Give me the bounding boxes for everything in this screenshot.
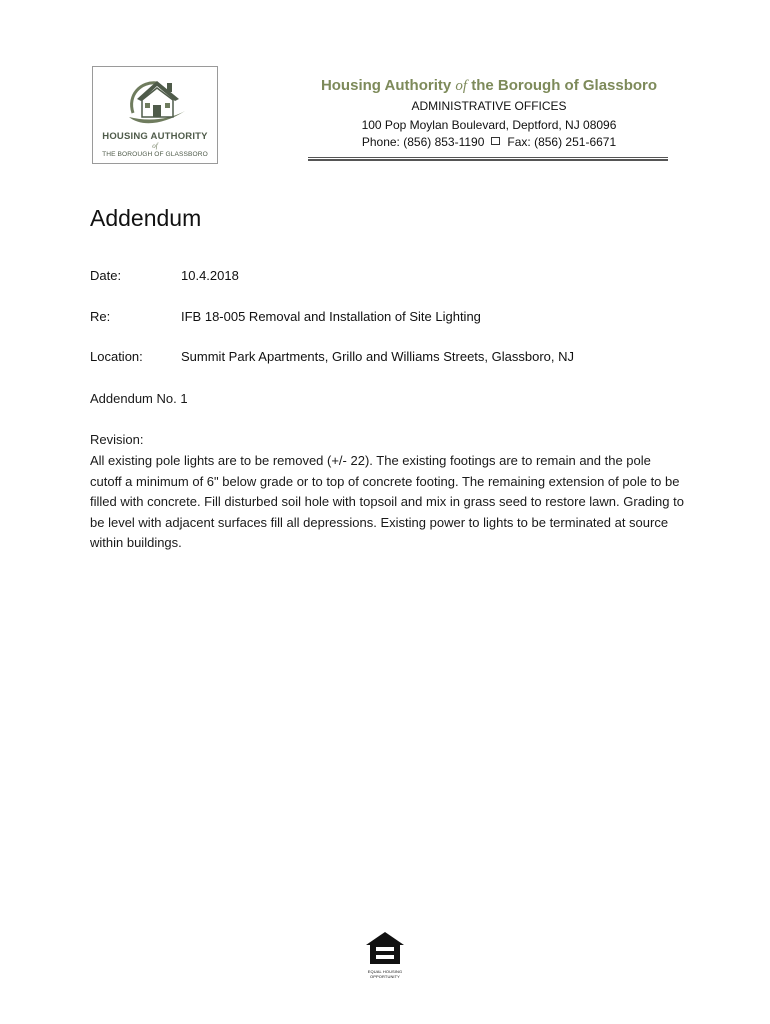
- org-title-part1: Housing Authority: [320, 77, 456, 94]
- location-value: Summit Park Apartments, Grillo and Williams Streets, Glassboro, NJ: [181, 349, 575, 364]
- logo-text-line2: THE BOROUGH OF GLASSBORO: [102, 151, 208, 158]
- header-divider: [308, 157, 668, 161]
- re-value: IFB 18-005 Removal and Installation of Site Lighting: [181, 309, 481, 324]
- re-label: Re:: [90, 309, 111, 324]
- address-line: 100 Pop Moylan Boulevard, Deptford, NJ 08096: [361, 118, 617, 132]
- bullet-box-icon: [491, 137, 500, 145]
- phone-number: Phone: (856) 853-1190: [361, 135, 485, 149]
- logo-text-of: of: [152, 142, 158, 150]
- fax-number: Fax: (856) 251-6671: [507, 135, 617, 149]
- logo-text-line1: HOUSING AUTHORITY: [102, 131, 208, 142]
- house-icon: [123, 73, 191, 131]
- housing-authority-logo: [92, 66, 218, 164]
- equal-housing-logo: [363, 931, 407, 979]
- location-label: Location:: [90, 349, 143, 364]
- revision-label: Revision:: [90, 432, 144, 447]
- equal-housing-icon: [365, 931, 405, 965]
- contact-line: [310, 135, 668, 149]
- eho-text-line2: OPPORTUNITY: [370, 973, 400, 979]
- revision-body: All existing pole lights are to be removed (+/- 22). The existing footings are to remain and the pole cutoff a minimum of 6" below grade or to top of concrete footing. The remaining extension of pole to be filled with concrete. Fill disturbed soil hole with topsoil and mix in grass seed to restore lawn. Grading to be level with adjacent surfaces fill all depressions. Existing power to lights to be terminated at source within buildings.: [90, 453, 684, 550]
- eho-text-line1: EQUAL HOUSING: [367, 969, 403, 974]
- offices-line: ADMINISTRATIVE OFFICES: [411, 99, 567, 113]
- date-value: 10.4.2018: [181, 268, 239, 283]
- org-title-part2: the Borough of Glassboro: [467, 77, 658, 94]
- date-label: Date:: [90, 268, 122, 283]
- addendum-number: Addendum No. 1: [90, 391, 188, 406]
- org-title-of: of: [455, 78, 468, 94]
- document-title: Addendum: [90, 205, 202, 231]
- org-title: [310, 77, 668, 95]
